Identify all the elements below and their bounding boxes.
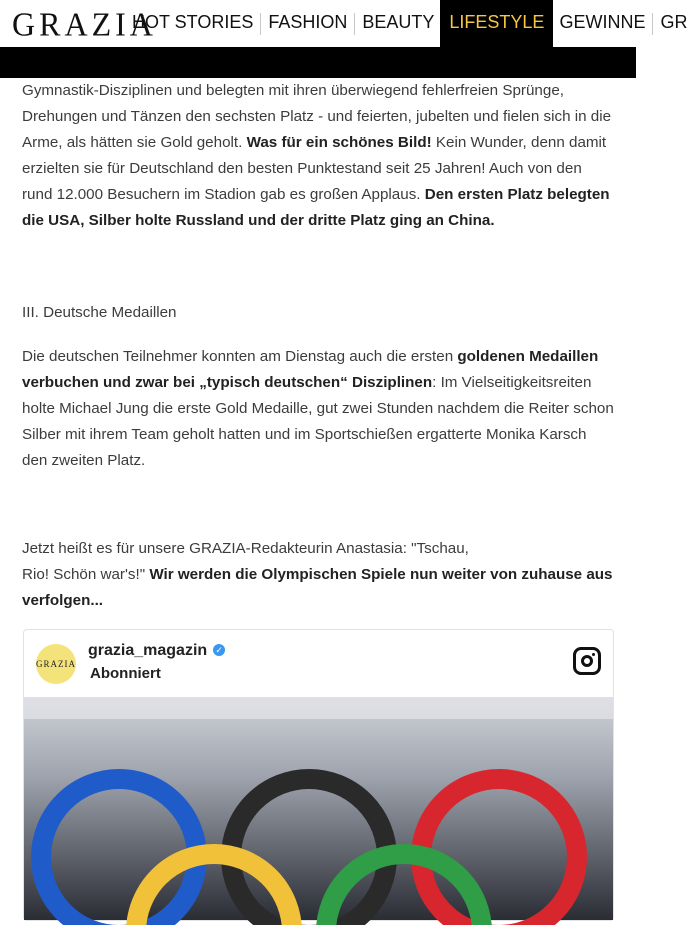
section-heading: III. Deutsche Medaillen bbox=[22, 304, 177, 321]
nav-item-truncated[interactable]: GR bbox=[660, 12, 688, 32]
nav-divider bbox=[354, 13, 355, 35]
grazia-logo[interactable]: GRAZIA bbox=[12, 5, 157, 43]
instagram-logo-icon[interactable] bbox=[573, 647, 601, 675]
instagram-username[interactable]: grazia_magazin ✓ bbox=[88, 642, 225, 660]
nav-item-hot-stories[interactable]: HOT STORIES bbox=[132, 12, 254, 32]
nav-item-lifestyle[interactable]: LIFESTYLE bbox=[440, 0, 553, 47]
sub-navigation-bar bbox=[0, 47, 636, 78]
nav-divider bbox=[260, 13, 261, 35]
nav-divider bbox=[652, 13, 653, 35]
instagram-avatar[interactable]: GRAZIA bbox=[36, 644, 76, 684]
nav-item-beauty[interactable]: BEAUTY bbox=[362, 12, 435, 32]
photo-background bbox=[24, 697, 613, 920]
instagram-embed[interactable] bbox=[23, 629, 614, 921]
top-navigation bbox=[0, 0, 688, 47]
verified-badge-icon: ✓ bbox=[213, 644, 225, 656]
article-paragraph-2: Die deutschen Teilnehmer konnten am Dienstag auch die ersten goldenen Medaillen verbuchen und zwar bei „typisch deutschen“ Disziplinen: Im Vielseitigkeitsreiten holte Michael Jung die erste Gold Medaille, gut zwei Stunden nachdem die Reiter schon Silber mit ihrem Team geholt hatten und im Sportschießen ergatterte Monika Karsch den zweiten Platz. bbox=[22, 348, 614, 469]
article-paragraph-1: Gymnastik-Disziplinen und belegten mit ihren überwiegend fehlerfreien Sprünge, Drehungen und Tänzen den sechsten Platz - und feierten, jubelten und fielen sich in die Arme, als hätten sie Gold geholt. Was für ein schönes Bild! Kein Wunder, denn damit erzielten sie für Deutschland den besten Punktestand seit 25 Jahren! Auch von den rund 12.000 Besuchern im Stadion gab es großen Applaus. Den ersten Platz belegten die USA, Silber holte Russland und der dritte Platz ging an China. bbox=[22, 82, 612, 229]
photo-ceiling bbox=[24, 697, 613, 719]
olympic-rings-photo bbox=[24, 697, 613, 920]
nav-item-gewinne[interactable]: GEWINNE bbox=[559, 12, 646, 32]
nav-item-fashion[interactable]: FASHION bbox=[268, 12, 348, 32]
instagram-photo[interactable] bbox=[24, 697, 613, 920]
nav-menu bbox=[126, 0, 693, 47]
subscribe-status[interactable]: Abonniert bbox=[90, 665, 161, 682]
article-paragraph-3: Jetzt heißt es für unsere GRAZIA-Redakteurin Anastasia: "Tschau, Rio! Schön war's!" Wir werden die Olympischen Spiele nun weiter von zuhause aus verfolgen... bbox=[22, 540, 613, 609]
article-body bbox=[22, 78, 614, 614]
